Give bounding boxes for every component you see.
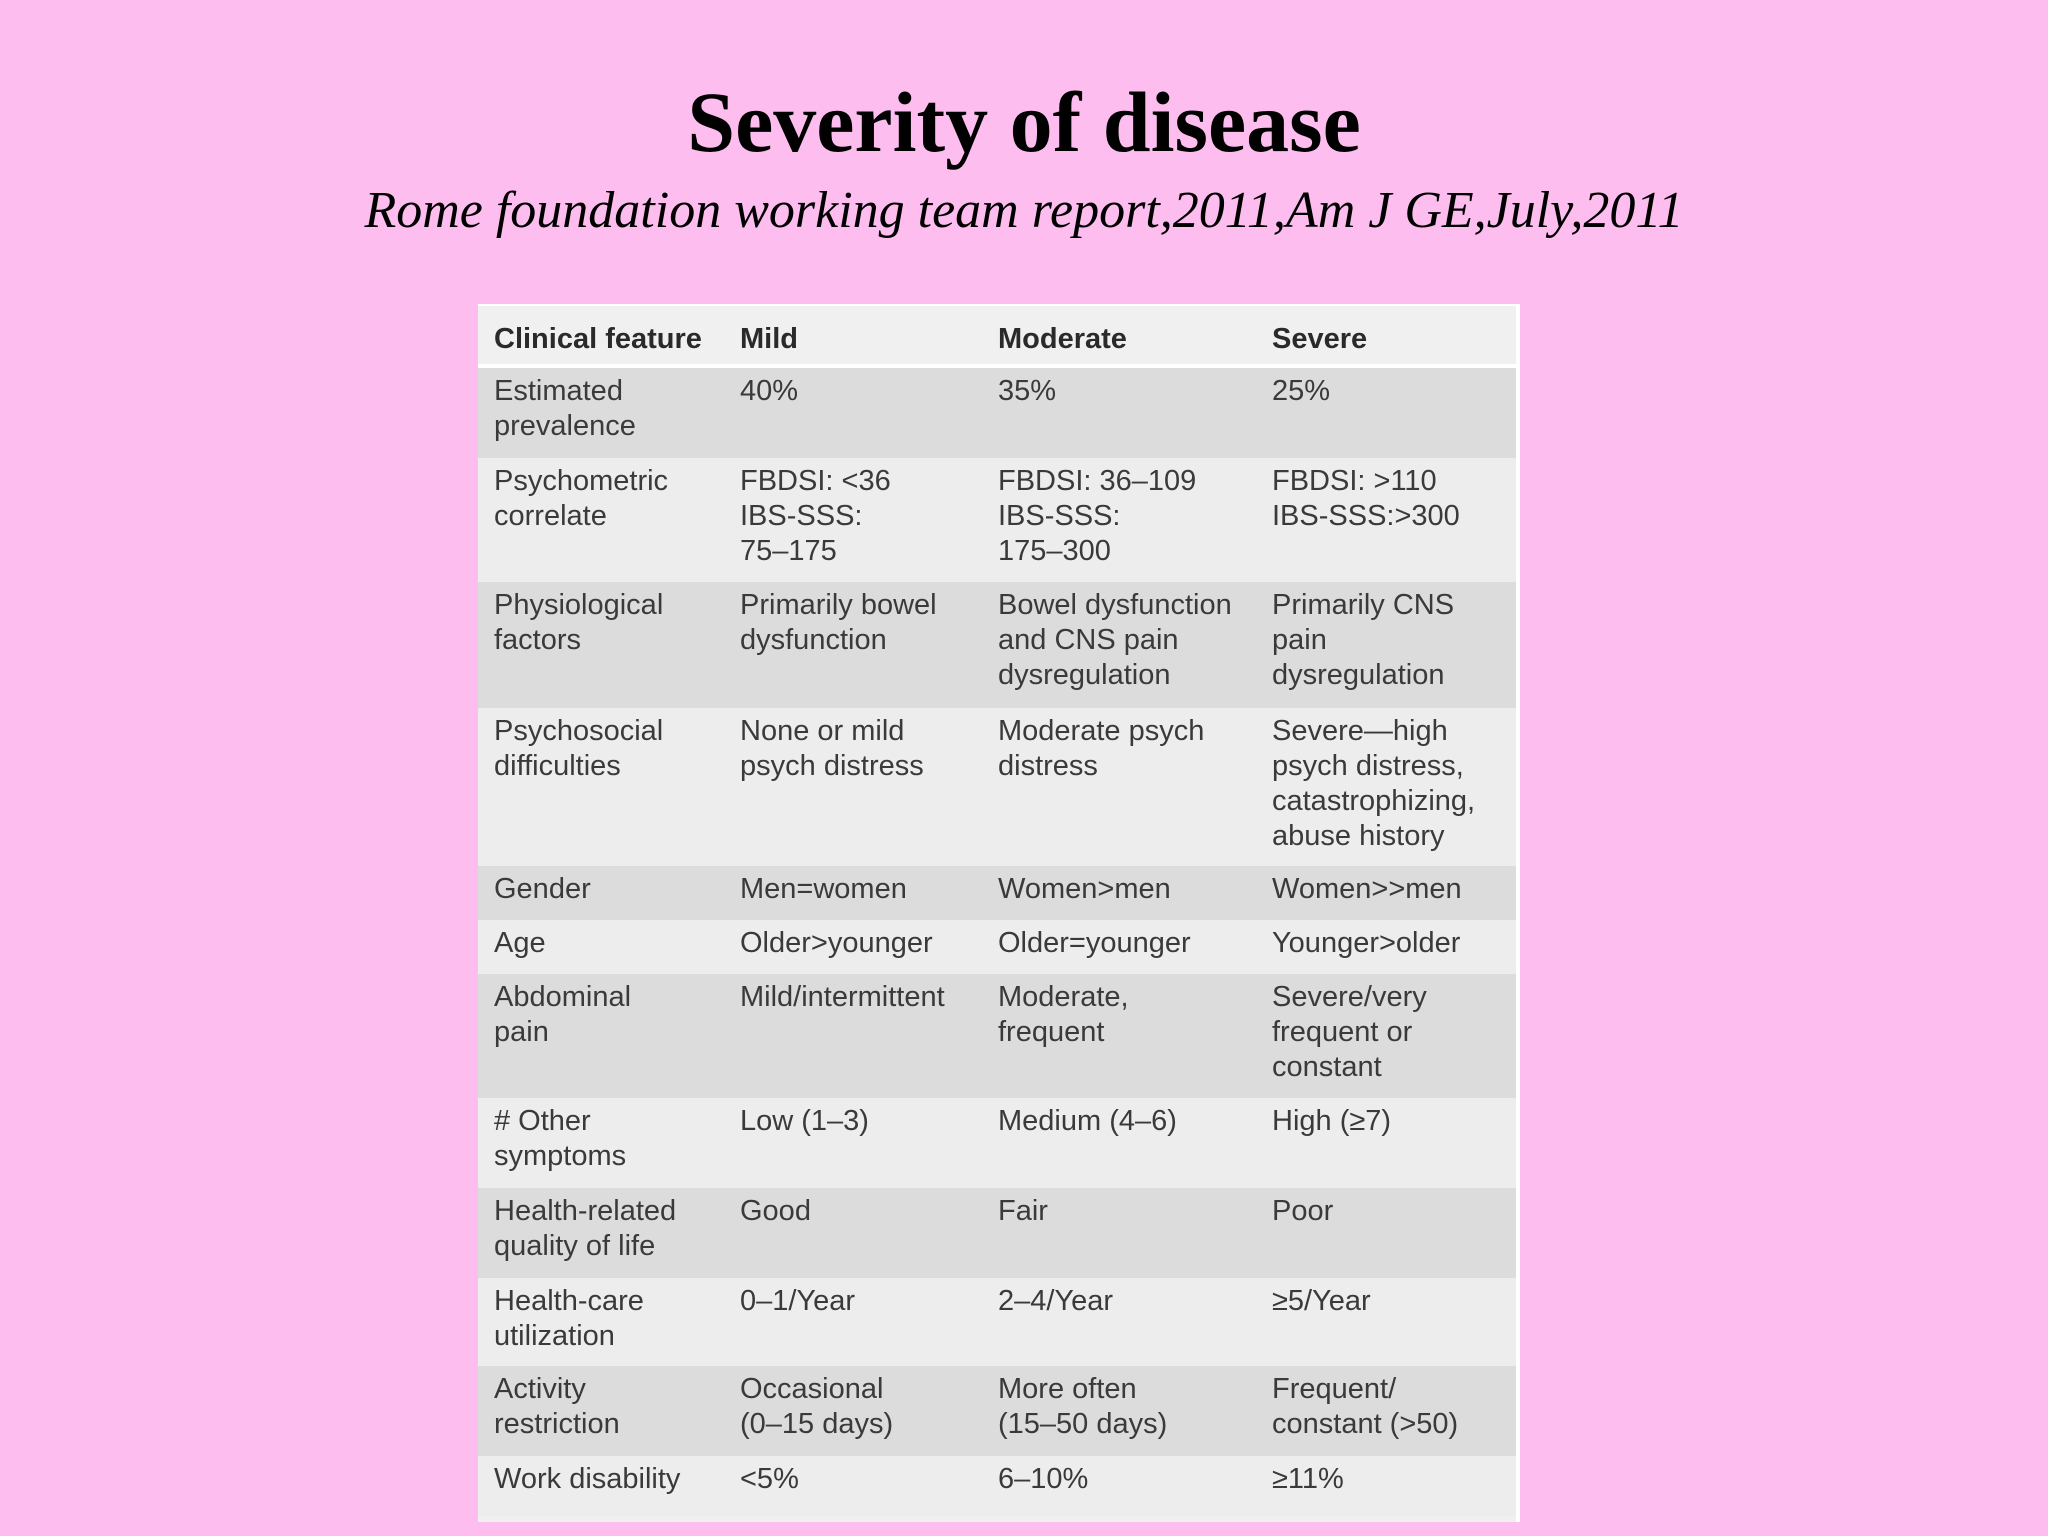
table-cell: Psychosocial difficulties: [478, 708, 724, 866]
table-cell: Moderate, frequent: [982, 974, 1256, 1098]
table-cell: # Other symptoms: [478, 1098, 724, 1188]
table-cell: None or mild psych distress: [724, 708, 982, 866]
table-cell: Men=women: [724, 866, 982, 920]
table-cell: 40%: [724, 366, 982, 458]
table-cell: Moderate psych distress: [982, 708, 1256, 866]
table-cell: Severe—high psych distress, catastrophizing, abuse history: [1256, 708, 1516, 866]
table-cell: Women>men: [982, 866, 1256, 920]
table-cell: <5%: [724, 1456, 982, 1516]
table-row: [478, 974, 1516, 1098]
table-cell: Fair: [982, 1188, 1256, 1278]
table-row: [478, 1366, 1516, 1456]
table-row: [478, 708, 1516, 866]
table-cell: Primarily bowel dysfunction: [724, 582, 982, 708]
table-cell: 6–10%: [982, 1456, 1256, 1516]
table-row: [478, 1098, 1516, 1188]
table-cell: Abdominal pain: [478, 974, 724, 1098]
table-cell: FBDSI: 36–109 IBS-SSS: 175–300: [982, 458, 1256, 582]
table-row: [478, 920, 1516, 974]
header-mild: Mild: [724, 306, 982, 366]
table-row: [478, 1278, 1516, 1366]
table-cell: Good: [724, 1188, 982, 1278]
table-cell: Psychometric correlate: [478, 458, 724, 582]
table-cell: 35%: [982, 366, 1256, 458]
slide-subtitle: Rome foundation working team report,2011,Am J GE,July,2011: [364, 182, 1684, 239]
table-cell: Older=younger: [982, 920, 1256, 974]
table-cell: Estimated prevalence: [478, 366, 724, 458]
table-cell: More often (15–50 days): [982, 1366, 1256, 1456]
table-cell: Activity restriction: [478, 1366, 724, 1456]
table-cell: Health-care utilization: [478, 1278, 724, 1366]
severity-table-container: [478, 304, 1520, 1522]
table-row: [478, 1456, 1516, 1516]
table-row: [478, 866, 1516, 920]
table-cell: Age: [478, 920, 724, 974]
header-clinical-feature: Clinical feature: [478, 306, 724, 366]
table-cell: High (≥7): [1256, 1098, 1516, 1188]
table-cell: FBDSI: <36 IBS-SSS: 75–175: [724, 458, 982, 582]
table-cell: 0–1/Year: [724, 1278, 982, 1366]
table-cell: Low (1–3): [724, 1098, 982, 1188]
table-cell: Gender: [478, 866, 724, 920]
table-cell: 2–4/Year: [982, 1278, 1256, 1366]
table-cell: Frequent/ constant (>50): [1256, 1366, 1516, 1456]
table-row: [478, 582, 1516, 708]
severity-table: [478, 306, 1516, 1516]
table-row: [478, 366, 1516, 458]
table-cell: ≥5/Year: [1256, 1278, 1516, 1366]
table-header-row: [478, 306, 1516, 366]
table-cell: Mild/intermittent: [724, 974, 982, 1098]
table-cell: Work disability: [478, 1456, 724, 1516]
table-cell: Older>younger: [724, 920, 982, 974]
table-cell: Poor: [1256, 1188, 1516, 1278]
table-cell: Health-related quality of life: [478, 1188, 724, 1278]
table-cell: Medium (4–6): [982, 1098, 1256, 1188]
table-cell: Women>>men: [1256, 866, 1516, 920]
header-severe: Severe: [1256, 306, 1516, 366]
table-cell: 25%: [1256, 366, 1516, 458]
header-moderate: Moderate: [982, 306, 1256, 366]
table-cell: Occasional (0–15 days): [724, 1366, 982, 1456]
table-cell: Younger>older: [1256, 920, 1516, 974]
table-cell: ≥11%: [1256, 1456, 1516, 1516]
table-row: [478, 458, 1516, 582]
table-cell: Severe/very frequent or constant: [1256, 974, 1516, 1098]
slide-title: Severity of disease: [687, 74, 1361, 170]
table-cell: Primarily CNS pain dysregulation: [1256, 582, 1516, 708]
table-cell: FBDSI: >110 IBS-SSS:>300: [1256, 458, 1516, 582]
table-cell: Physiological factors: [478, 582, 724, 708]
table-row: [478, 1188, 1516, 1278]
table-cell: Bowel dysfunction and CNS pain dysregulation: [982, 582, 1256, 708]
